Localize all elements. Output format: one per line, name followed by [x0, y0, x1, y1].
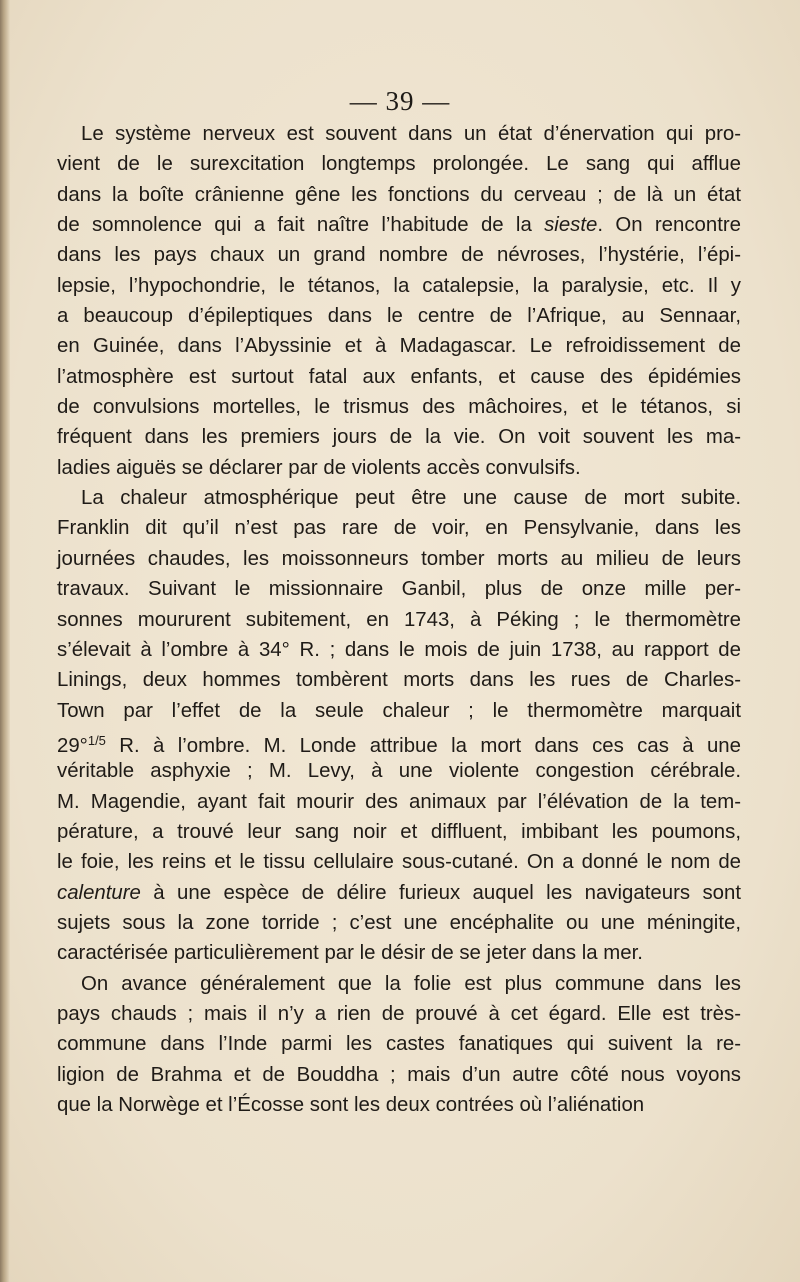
text-line	[57, 240, 741, 270]
text-run: sonnes moururent subitement, en 1743, à Péking ; le thermomètre	[57, 608, 741, 631]
text-line	[57, 392, 741, 422]
paragraph	[57, 119, 741, 483]
text-run: l’atmosphère est surtout fatal aux enfants, et cause des épidémies	[57, 365, 741, 388]
superscript-fraction: 1/5	[87, 732, 106, 748]
text-run: . On rencontre	[597, 214, 742, 237]
text-line	[57, 908, 741, 938]
text-run: à une espèce de délire furieux auquel les navigateurs sont	[140, 881, 741, 904]
text-line	[57, 1090, 741, 1120]
text-run: Le système nerveux est souvent dans un état d’énervation qui pro-	[81, 123, 741, 145]
text-run: journées chaudes, les moissonneurs tomber morts au milieu de leurs	[57, 547, 741, 570]
paragraph	[57, 969, 741, 1121]
text-line	[57, 119, 741, 149]
text-run: Linings, deux hommes tombèrent morts dans les rues de Charles-	[57, 669, 741, 692]
text-line	[57, 331, 741, 361]
text-line	[57, 696, 741, 726]
text-run: On avance généralement que la folie est plus commune dans les	[81, 972, 741, 995]
text-run: s’élevait à l’ombre à 34° R. ; dans le mois de juin 1738, au rapport de	[57, 638, 741, 661]
text-run: fréquent dans les premiers jours de la vie. On voit souvent les ma-	[57, 426, 741, 449]
text-line	[57, 149, 741, 179]
text-line	[57, 210, 741, 240]
text-line	[57, 453, 741, 483]
text-run: vient de le surexcitation longtemps prolongée. Le sang qui afflue	[57, 153, 741, 176]
text-run: La chaleur atmosphérique peut être une cause de mort subite.	[81, 487, 741, 510]
text-run: véritable asphyxie ; M. Levy, à une violente congestion cérébrale.	[57, 760, 741, 783]
text-run: a beaucoup d’épileptiques dans le centre de l’Afrique, au Sennaar,	[57, 305, 741, 328]
text-run: pays chauds ; mais il n’y a rien de prouvé à cet égard. Elle est très-	[57, 1002, 741, 1025]
italic-term: sieste	[544, 214, 598, 237]
text-line	[57, 574, 741, 604]
text-line	[57, 1060, 741, 1090]
text-line	[57, 635, 741, 665]
text-run: commune dans l’Inde parmi les castes fanatiques qui suivent la re-	[57, 1033, 741, 1056]
text-line	[57, 847, 741, 877]
text-line	[57, 878, 741, 908]
text-run: caractérisée particulièrement par le désir de se jeter dans la mer.	[57, 942, 643, 965]
body-text	[57, 119, 741, 1120]
text-line	[57, 1029, 741, 1059]
italic-term: calenture	[57, 881, 141, 904]
text-line	[57, 271, 741, 301]
text-line	[57, 301, 741, 331]
page-gutter-shadow	[0, 0, 10, 1282]
text-line	[57, 483, 741, 513]
text-run: de convulsions mortelles, le trismus des mâchoires, et le tétanos, si	[57, 396, 741, 419]
text-run: Town par l’effet de la seule chaleur ; le thermomètre marquait	[57, 699, 741, 722]
text-line	[57, 756, 741, 786]
text-line	[57, 726, 741, 756]
text-run: sujets sous la zone torride ; c’est une encéphalite ou une méningite,	[57, 911, 741, 934]
text-run: en Guinée, dans l’Abyssinie et à Madagascar. Le refroidissement de	[57, 335, 741, 358]
page-number: — 39 —	[349, 86, 451, 116]
text-run: M. Magendie, ayant fait mourir des animaux par l’élévation de la tem-	[57, 790, 741, 813]
text-run: lepsie, l’hypochondrie, le tétanos, la catalepsie, la paralysie, etc. Il y	[57, 274, 741, 297]
text-line	[57, 938, 741, 968]
paragraph	[57, 483, 741, 969]
text-run: 29°	[57, 734, 88, 757]
text-line	[57, 513, 741, 543]
text-line	[57, 665, 741, 695]
text-line	[57, 969, 741, 999]
text-line	[57, 605, 741, 635]
text-line	[57, 817, 741, 847]
text-line	[57, 180, 741, 210]
text-run: que la Norwège et l’Écosse sont les deux contrées où l’aliénation	[57, 1094, 645, 1116]
text-run: de somnolence qui a fait naître l’habitude de la	[57, 214, 545, 237]
text-line	[57, 999, 741, 1029]
text-line	[57, 544, 741, 574]
text-run: R. à l’ombre. M. Londe attribue la mort dans ces cas à une	[105, 734, 741, 757]
text-line	[57, 362, 741, 392]
text-run: pérature, a trouvé leur sang noir et diffluent, imbibant les poumons,	[57, 820, 741, 843]
text-run: ladies aiguës se déclarer par de violents accès convulsifs.	[57, 456, 581, 479]
text-run: Franklin dit qu’il n’est pas rare de voir, en Pensylvanie, dans les	[57, 517, 741, 540]
text-run: travaux. Suivant le missionnaire Ganbil, plus de onze mille per-	[57, 578, 741, 601]
text-run: le foie, les reins et le tissu cellulaire sous-cutané. On a donné le nom de	[57, 851, 741, 874]
text-run: ligion de Brahma et de Bouddha ; mais d’un autre côté nous voyons	[57, 1063, 741, 1086]
text-line	[57, 787, 741, 817]
text-run: dans les pays chaux un grand nombre de névroses, l’hystérie, l’épi-	[57, 244, 741, 267]
text-run: dans la boîte crânienne gêne les fonctions du cerveau ; de là un état	[57, 183, 741, 206]
text-line	[57, 422, 741, 452]
